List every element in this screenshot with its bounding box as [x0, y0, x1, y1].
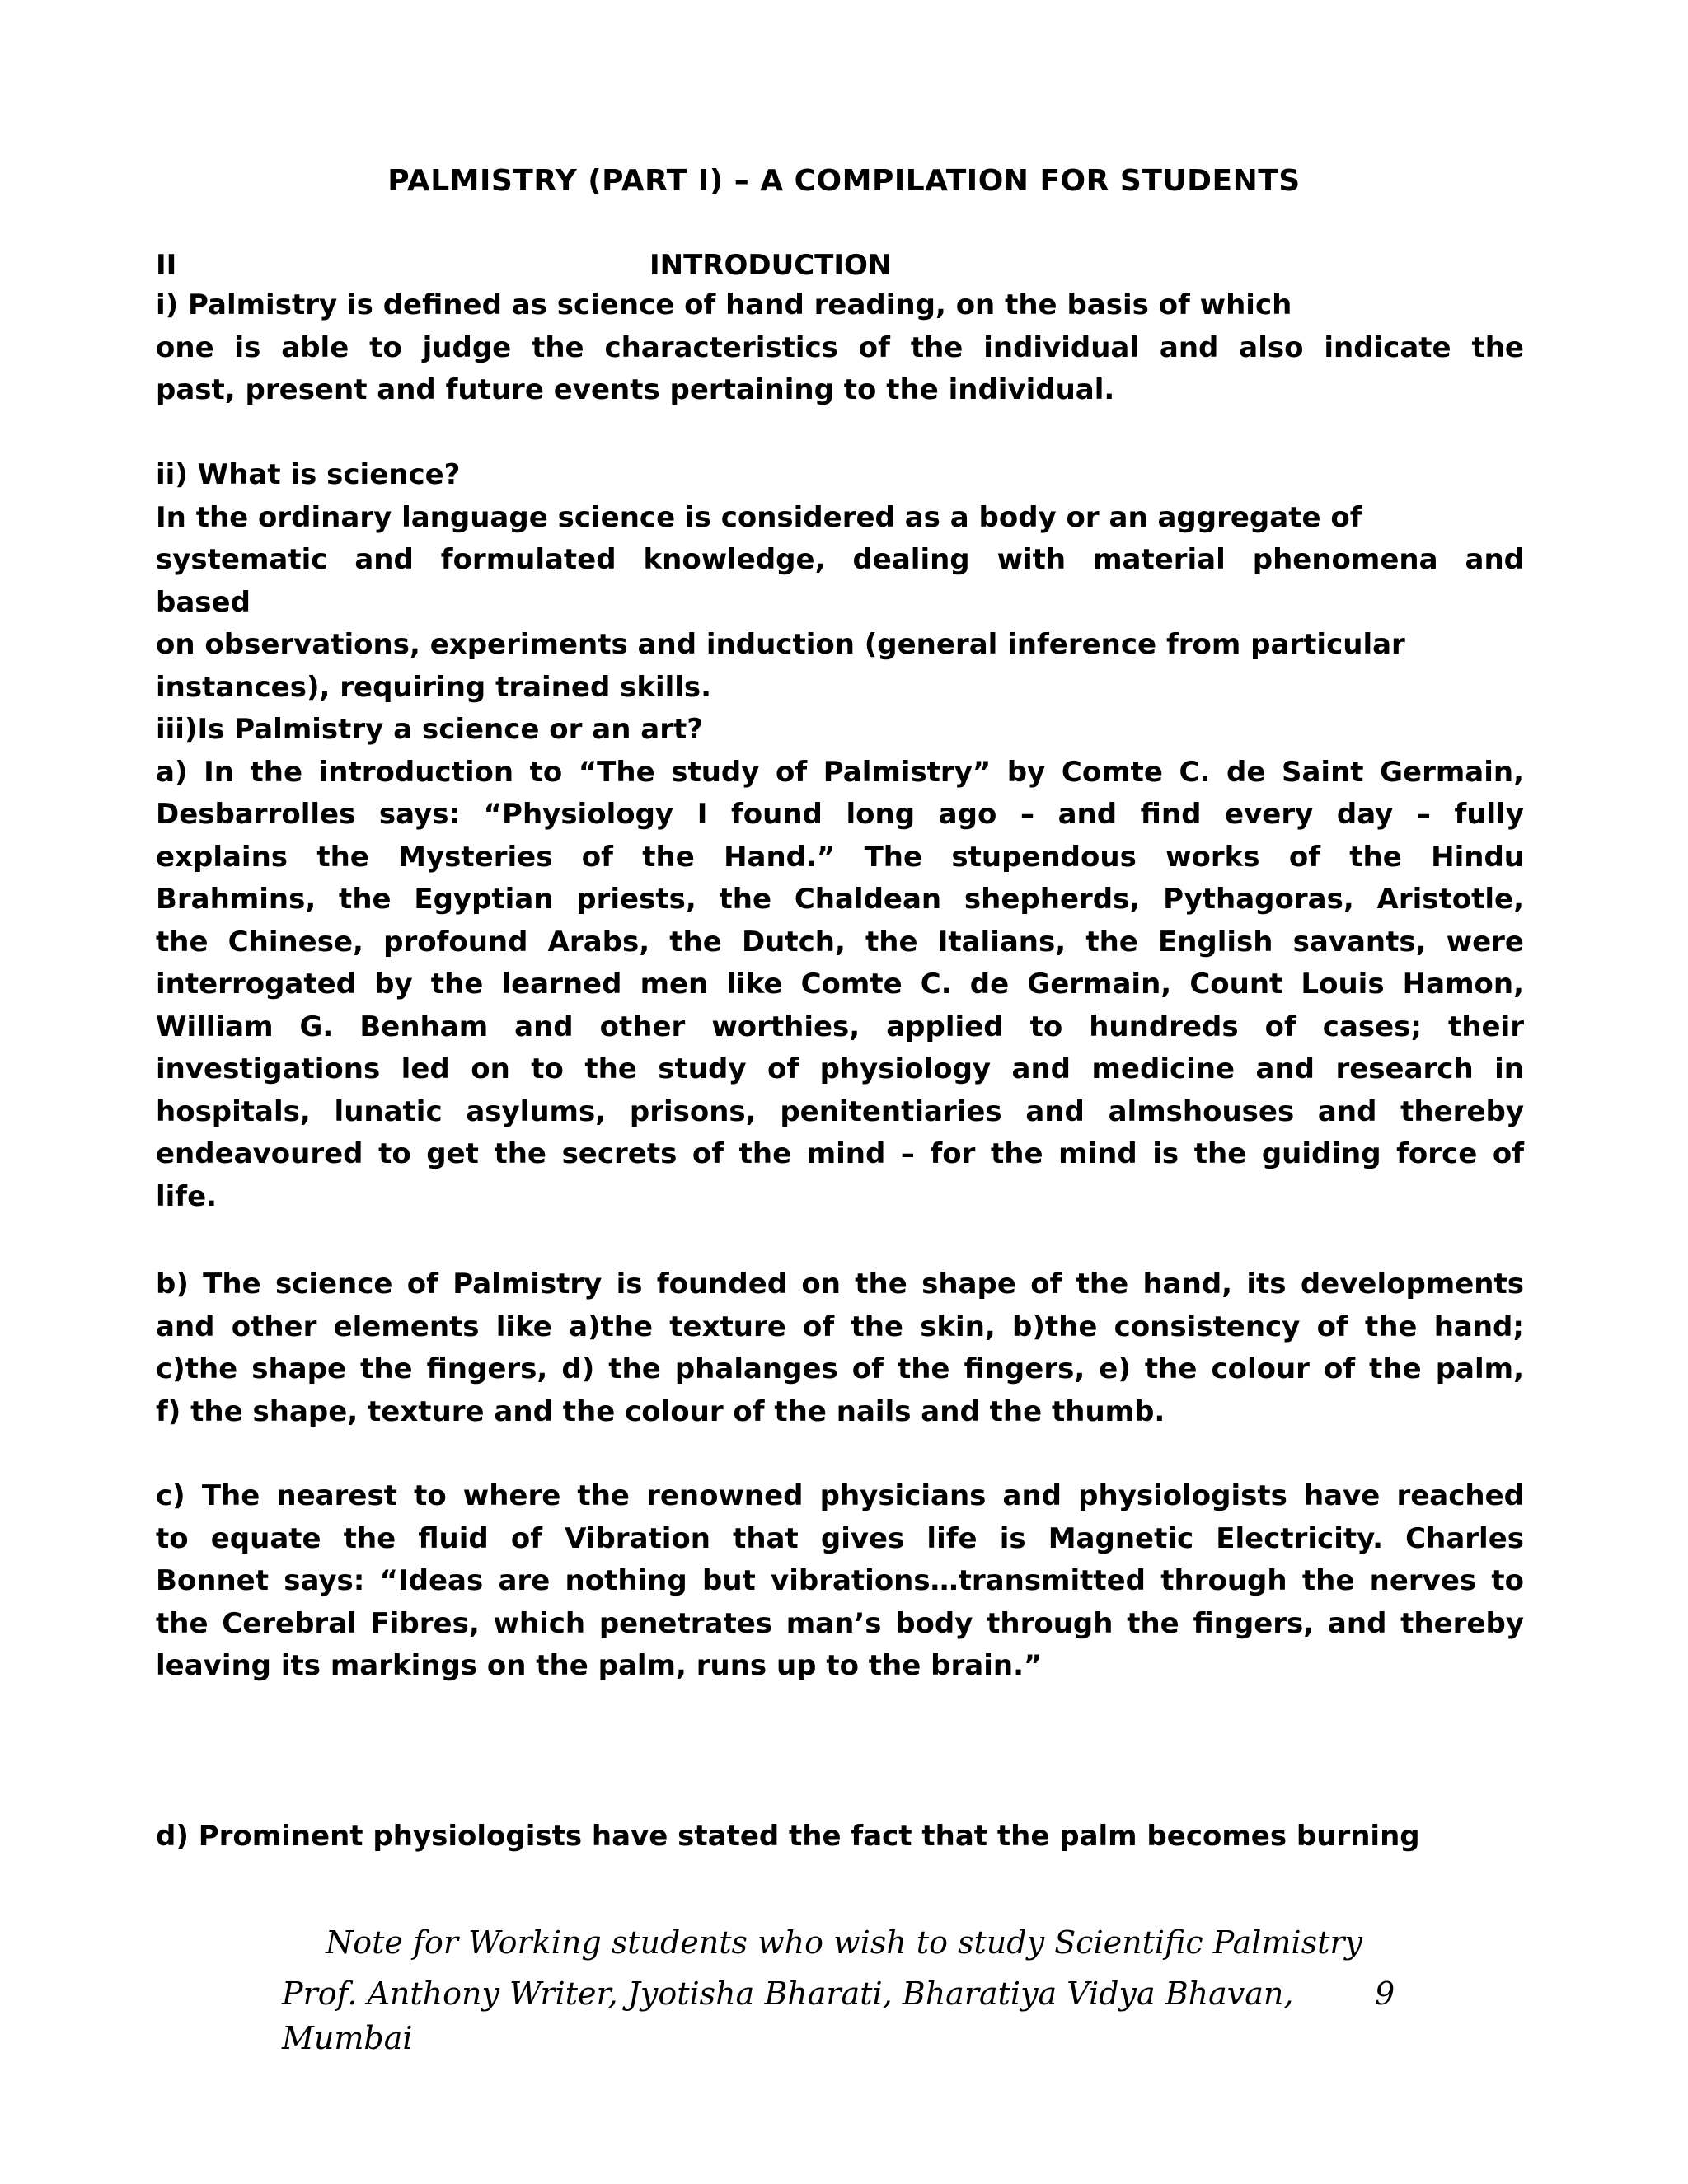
paragraph-shape-of-hand	[156, 1263, 1524, 1433]
text-line: endeavoured to get the secrets of the mind – for the mind is the guiding force of	[156, 1137, 1524, 1170]
text-line: a) In the introduction to “The study of Palmistry” by Comte C. de Saint Germain,	[156, 755, 1524, 789]
text-line: c) The nearest to where the renowned physicians and physiologists have reached	[156, 1479, 1524, 1512]
paragraph-definition	[156, 284, 1524, 412]
text-line: interrogated by the learned men like Comte C. de Germain, Count Louis Hamon,	[156, 968, 1524, 1001]
text-line: iii)Is Palmistry a science or an art?	[156, 713, 703, 746]
text-line: systematic and formulated knowledge, dealing with material phenomena and	[156, 543, 1524, 576]
text-line: and other elements like a)the texture of the skin, b)the consistency of the hand;	[156, 1310, 1524, 1343]
text-line: leaving its markings on the palm, runs up to the brain.”	[156, 1649, 1043, 1682]
text-line: instances), requiring trained skills.	[156, 670, 712, 704]
section-title: INTRODUCTION	[649, 249, 892, 282]
text-line: b) The science of Palmistry is founded on the shape of the hand, its developments	[156, 1268, 1524, 1301]
paragraph-science	[156, 454, 1524, 1218]
text-line: c)the shape the fingers, d) the phalanges of the fingers, e) the colour of the palm,	[156, 1352, 1524, 1385]
text-line: Bonnet says: “Ideas are nothing but vibrations…transmitted through the nerves to	[156, 1564, 1524, 1597]
text-line: hospitals, lunatic asylums, prisons, penitentiaries and almshouses and thereby	[156, 1094, 1524, 1128]
text-line: based	[156, 585, 251, 619]
page-number: 9	[1375, 1975, 1395, 2012]
footer-note: Note for Working students who wish to study Scientific Palmistry	[326, 1924, 1362, 1961]
text-line: ii) What is science?	[156, 458, 461, 491]
text-line: Desbarrolles says: “Physiology I found long ago – and find every day – fully	[156, 798, 1524, 831]
text-line: In the ordinary language science is considered as a body or an aggregate of	[156, 500, 1362, 534]
text-line: the Chinese, profound Arabs, the Dutch, the Italians, the English savants, were	[156, 925, 1524, 958]
text-line: William G. Benham and other worthies, applied to hundreds of cases; their	[156, 1010, 1524, 1043]
text-line: to equate the fluid of Vibration that gives life is Magnetic Electricity. Charles	[156, 1521, 1524, 1555]
text-line: d) Prominent physiologists have stated the fact that the palm becomes burning	[156, 1820, 1420, 1853]
text-line: life.	[156, 1179, 218, 1213]
text-line: on observations, experiments and induction (general inference from particular	[156, 628, 1405, 661]
section-number: II	[156, 249, 177, 282]
paragraph-physiologists	[156, 1816, 1524, 1858]
page-title: PALMISTRY (PART I) – A COMPILATION FOR STUDENTS	[387, 164, 1301, 198]
text-line: f) the shape, texture and the colour of the nails and the thumb.	[156, 1394, 1165, 1428]
text-line: past, present and future events pertaining to the individual.	[156, 373, 1115, 406]
paragraph-vibration	[156, 1475, 1524, 1688]
text-line: the Cerebral Fibres, which penetrates man’s body through the fingers, and thereby	[156, 1606, 1524, 1640]
text-line: one is able to judge the characteristics of the individual and also indicate the	[156, 330, 1524, 364]
text-line: i) Palmistry is defined as science of hand reading, on the basis of which	[156, 288, 1292, 321]
text-line: Brahmins, the Egyptian priests, the Chaldean shepherds, Pythagoras, Aristotle,	[156, 883, 1524, 916]
text-line: investigations led on to the study of physiology and medicine and research in	[156, 1052, 1524, 1085]
text-line: explains the Mysteries of the Hand.” The stupendous works of the Hindu	[156, 840, 1524, 874]
footer-credit: Prof. Anthony Writer, Jyotisha Bharati, Bharatiya Vidya Bhavan, Mumbai	[282, 1975, 1294, 2056]
